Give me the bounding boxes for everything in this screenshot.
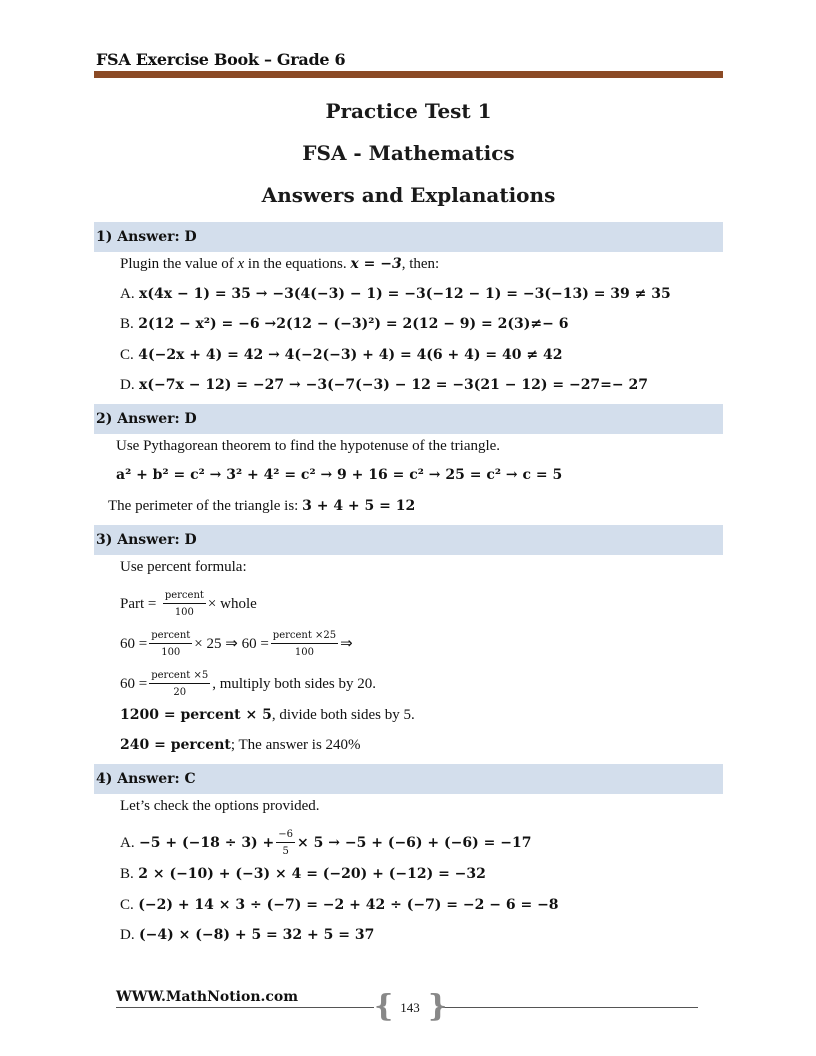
q2-perimeter-expr: 3 + 4 + 5 = 12 bbox=[302, 498, 416, 514]
left-brace-icon: { bbox=[374, 989, 394, 1024]
q1-intro-text-2: in the equations. bbox=[244, 256, 351, 272]
q1-intro-eq: x = −3 bbox=[350, 256, 402, 272]
fraction-denominator: 20 bbox=[173, 687, 187, 698]
fraction-denominator: 100 bbox=[161, 647, 181, 658]
formula-text: ; The answer is 240% bbox=[230, 737, 361, 753]
fraction bbox=[163, 590, 206, 618]
fraction bbox=[149, 670, 210, 698]
q4-option-c bbox=[120, 895, 559, 915]
fraction-numerator: percent bbox=[149, 630, 192, 644]
fraction bbox=[149, 630, 192, 658]
fraction bbox=[271, 630, 338, 658]
option-label: B. bbox=[120, 316, 134, 332]
page-title: Practice Test 1 bbox=[325, 99, 492, 123]
option-expression: 2(12 − x²) = −6 →2(12 − (−3)²) = 2(12 − 9) = 2(3)≠− 6 bbox=[138, 316, 569, 332]
formula-lhs: Part = bbox=[120, 596, 157, 612]
formula-rhs: × whole bbox=[207, 596, 257, 612]
option-label: C. bbox=[120, 347, 134, 363]
page-number: 143 bbox=[400, 1000, 420, 1015]
option-expression: 2 × (−10) + (−3) × 4 = (−20) + (−12) = −32 bbox=[138, 866, 486, 882]
answer-band-2: 2) Answer: D bbox=[94, 404, 723, 434]
answer-band-1: 1) Answer: D bbox=[94, 222, 723, 252]
fraction-numerator: percent ×25 bbox=[271, 630, 338, 644]
q1-option-b bbox=[120, 314, 568, 334]
q3-formula-5 bbox=[120, 735, 361, 755]
q3-formula-1 bbox=[120, 590, 257, 618]
q4-option-b bbox=[120, 864, 486, 884]
fraction-denominator: 5 bbox=[282, 846, 289, 857]
q4-intro: Let’s check the options provided. bbox=[120, 798, 320, 814]
footer-rule-right bbox=[440, 1007, 698, 1008]
option-expression: (−4) × (−8) + 5 = 32 + 5 = 37 bbox=[139, 927, 375, 943]
option-label: D. bbox=[120, 927, 135, 943]
q1-option-c bbox=[120, 345, 562, 365]
formula-part: 60 = bbox=[120, 676, 148, 692]
running-header: FSA Exercise Book – Grade 6 bbox=[96, 50, 346, 69]
option-expression: 4(−2x + 4) = 42 → 4(−2(−3) + 4) = 4(6 + 4) = 40 ≠ 42 bbox=[138, 347, 563, 363]
q1-intro bbox=[120, 254, 439, 274]
fraction-numerator: percent ×5 bbox=[149, 670, 210, 684]
option-label: C. bbox=[120, 897, 134, 913]
q4-option-a bbox=[120, 829, 531, 857]
footer-rule-left bbox=[116, 1007, 374, 1008]
q3-formula-2 bbox=[120, 630, 353, 658]
answer-band-3: 3) Answer: D bbox=[94, 525, 723, 555]
formula-part: × 25 ⇒ 60 = bbox=[194, 636, 269, 652]
q4-option-d bbox=[120, 925, 374, 945]
option-label: D. bbox=[120, 377, 135, 393]
q1-intro-text-3: , then: bbox=[401, 256, 440, 272]
fraction bbox=[276, 829, 295, 857]
footer-website: WWW.MathNotion.com bbox=[116, 989, 299, 1005]
answer-band-4: 4) Answer: C bbox=[94, 764, 723, 794]
q3-formula-4 bbox=[120, 705, 415, 725]
formula-part: , multiply both sides by 20. bbox=[212, 676, 376, 692]
fraction-denominator: 100 bbox=[174, 607, 194, 618]
fraction-numerator: −6 bbox=[276, 829, 295, 843]
section-title: Answers and Explanations bbox=[261, 183, 556, 207]
page-subtitle: FSA - Mathematics bbox=[302, 141, 515, 165]
option-expression: −5 + (−18 ÷ 3) + bbox=[139, 835, 275, 851]
right-brace-icon: } bbox=[428, 989, 448, 1024]
option-expression: × 5 → −5 + (−6) + (−6) = −17 bbox=[297, 835, 532, 851]
option-expression: x(−7x − 12) = −27 → −3(−7(−3) − 12 = −3(21 − 12) = −27=− 27 bbox=[139, 377, 648, 393]
option-label: A. bbox=[120, 286, 135, 302]
q2-perimeter-text: The perimeter of the triangle is: bbox=[108, 498, 303, 514]
formula-part: 60 = bbox=[120, 636, 148, 652]
q1-option-d bbox=[120, 375, 648, 395]
option-expression: x(4x − 1) = 35 → −3(4(−3) − 1) = −3(−12 − 1) = −3(−13) = 39 ≠ 35 bbox=[139, 286, 671, 302]
option-label: A. bbox=[120, 835, 135, 851]
fraction-denominator: 100 bbox=[294, 647, 315, 658]
q2-intro: Use Pythagorean theorem to find the hypotenuse of the triangle. bbox=[116, 438, 501, 454]
header-rule bbox=[94, 71, 723, 78]
q2-expression: a² + b² = c² → 3² + 4² = c² → 9 + 16 = c² → 25 = c² → c = 5 bbox=[116, 467, 563, 483]
q1-intro-var: x bbox=[237, 256, 245, 272]
q1-intro-text: Plugin the value of bbox=[120, 256, 238, 272]
q3-formula-3 bbox=[120, 670, 376, 698]
option-label: B. bbox=[120, 866, 134, 882]
formula-expression: 1200 = percent × 5 bbox=[120, 707, 272, 723]
formula-text: , divide both sides by 5. bbox=[271, 707, 415, 723]
q2-perimeter bbox=[108, 496, 415, 516]
fraction-numerator: percent bbox=[163, 590, 206, 604]
q1-option-a bbox=[120, 284, 671, 304]
formula-expression: 240 = percent bbox=[120, 737, 231, 753]
formula-part: ⇒ bbox=[340, 636, 353, 652]
q3-intro: Use percent formula: bbox=[120, 559, 247, 575]
option-expression: (−2) + 14 × 3 ÷ (−7) = −2 + 42 ÷ (−7) = −2 − 6 = −8 bbox=[138, 897, 559, 913]
